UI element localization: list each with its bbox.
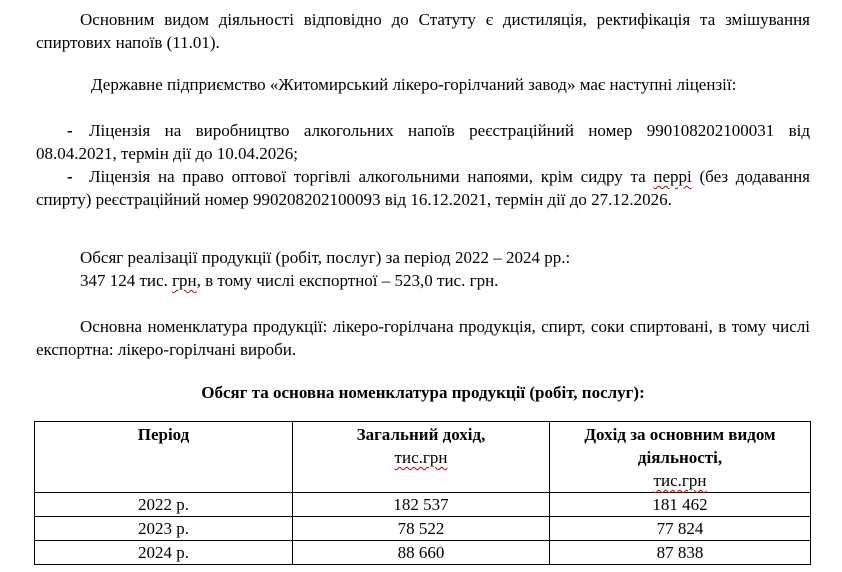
activity-paragraph	[36, 8, 810, 54]
table-row	[35, 541, 811, 565]
cell-total-income: 78 522	[293, 517, 550, 541]
sales-volume-paragraph	[36, 246, 810, 292]
table-header-row	[35, 422, 811, 493]
income-table	[34, 421, 811, 565]
cell-main-income: 77 824	[550, 517, 811, 541]
spellcheck-word-unit: тис.грн	[653, 471, 707, 490]
table-row	[35, 493, 811, 517]
spellcheck-word-unit: тис.грн	[394, 448, 448, 467]
licenses-intro-text: Державне підприємство «Житомирський лікеро-горілчаний завод» має наступні ліцензії:	[91, 75, 737, 94]
license-item	[36, 119, 810, 165]
bullet-dash: -	[67, 121, 73, 140]
license-1-text: Ліцензія на виробництво алкогольних напоїв реєстраційний номер 990108202100031 від 08.04.2021, термін дії до 10.04.2026;	[36, 121, 810, 163]
spellcheck-word-perry: перрі	[653, 167, 692, 186]
header-total-income-unit	[297, 446, 545, 469]
cell-total-income: 88 660	[293, 541, 550, 565]
license-item	[36, 165, 810, 211]
header-main-income-label: Дохід за основним видом діяльності,	[584, 425, 776, 467]
cell-period: 2024 р.	[35, 541, 293, 565]
table-row	[35, 517, 811, 541]
licenses-intro-paragraph	[36, 73, 810, 96]
sales-volume-line-1: Обсяг реалізації продукції (робіт, послуг) за період 2022 – 2024 рр.:	[80, 248, 571, 267]
nomenclature-text: Основна номенклатура продукції: лікеро-горілчана продукція, спирт, соки спиртовані, в тому числі експортна: лікеро-горілчані вироби.	[36, 317, 810, 359]
cell-total-income: 182 537	[293, 493, 550, 517]
spellcheck-word-grn: грн	[172, 271, 197, 290]
sales-amount-text: 347 124 тис.	[80, 271, 173, 290]
header-period	[35, 422, 293, 493]
cell-main-income: 87 838	[550, 541, 811, 565]
header-main-income-unit	[554, 469, 806, 492]
bullet-dash: -	[67, 167, 73, 186]
license-2-text-end: (без додавання спирту) реєстраційний номер 990208202100093 від 16.12.2021, термін дії до 27.12.2026.	[36, 167, 810, 209]
cell-main-income: 181 462	[550, 493, 811, 517]
header-total-income	[293, 422, 550, 493]
cell-period: 2023 р.	[35, 517, 293, 541]
nomenclature-paragraph	[36, 315, 810, 361]
sales-volume-line-2	[36, 269, 810, 292]
table-title: Обсяг та основна номенклатура продукції (робіт, послуг):	[201, 383, 645, 402]
license-2-text-start: Ліцензія на право оптової торгівлі алкогольними напоями, крім сидру та	[89, 167, 654, 186]
cell-period: 2022 р.	[35, 493, 293, 517]
activity-text: Основним видом діяльності відповідно до Статуту є дистиляція, ректифікація та змішування спиртових напоїв (11.01).	[36, 10, 810, 52]
sales-export-text: , в тому числі експортної – 523,0 тис. грн.	[196, 271, 499, 290]
header-total-income-label: Загальний дохід,	[356, 425, 486, 444]
header-period-label: Період	[137, 425, 190, 444]
header-main-income	[550, 422, 811, 493]
